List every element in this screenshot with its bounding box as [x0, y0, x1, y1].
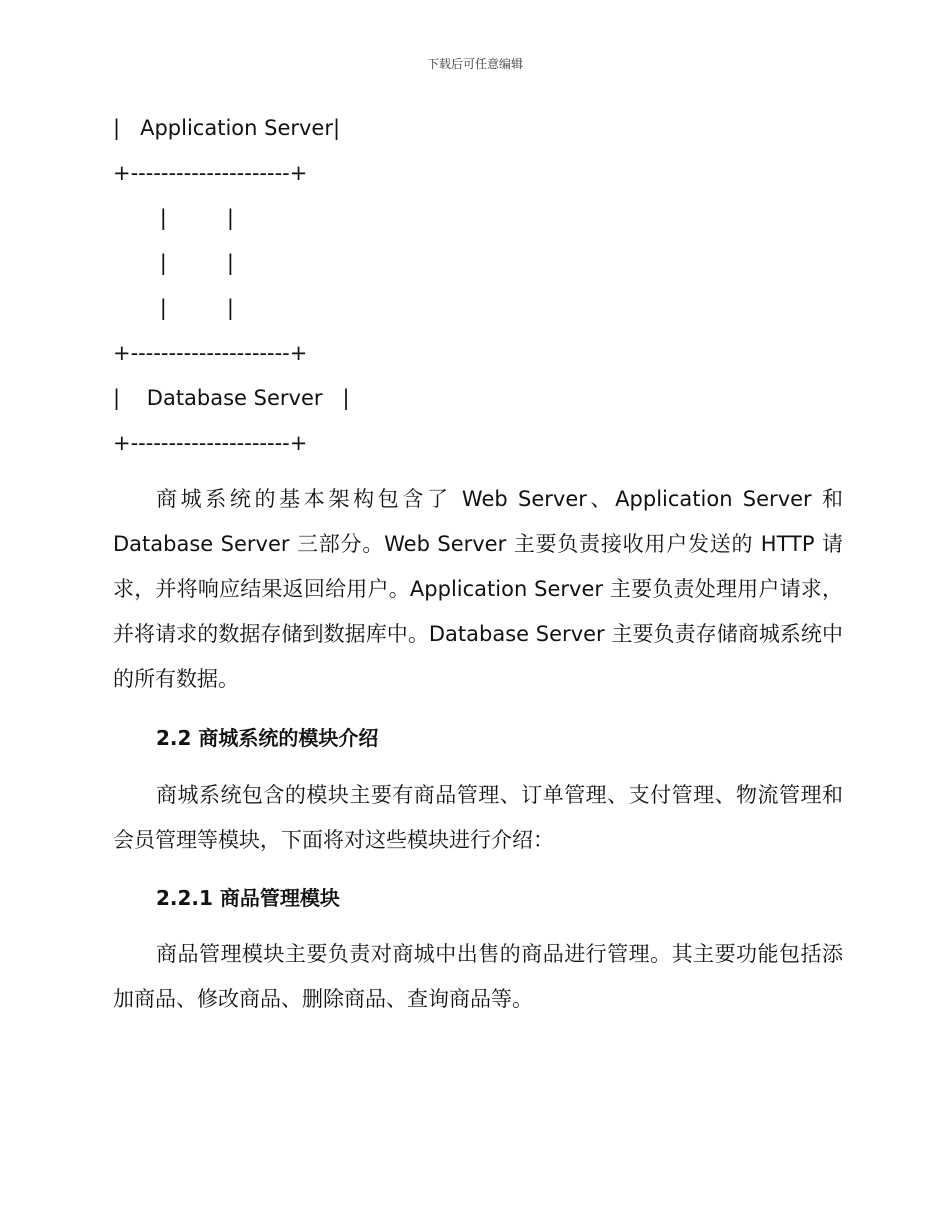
diagram-line-connector: | | [113, 296, 234, 320]
page-header: 下载后可任意编辑 [426, 57, 523, 71]
diagram-line-db-server: | Database Server | [113, 386, 350, 410]
diagram-line-border: +---------------------+ [113, 431, 308, 455]
paragraph-architecture: 商城系统的基本架构包含了 Web Server、Application Server 和 Database Server 三部分。Web Server 主要负责接收用户发送的 HTTP 请求，并将响应结果返回给用户。Application Server 主要负责处理用户请求，并将请求的数据存储到数据库中。Database Server 主要负责存储商城系统中的所有数据。 [113, 487, 843, 691]
section-heading-2-2: 2.2 商城系统的模块介绍 [156, 726, 379, 750]
paragraph-modules-intro: 商城系统包含的模块主要有商品管理、订单管理、支付管理、物流管理和会员管理等模块，下面将对这些模块进行介绍： [113, 783, 843, 852]
diagram-line-app-server: | Application Server| [113, 116, 341, 140]
diagram-line-border: +---------------------+ [113, 161, 308, 185]
diagram-line-connector: | | [113, 251, 234, 275]
section-heading-2-2-1: 2.2.1 商品管理模块 [156, 886, 340, 910]
diagram-line-connector: | | [113, 206, 234, 230]
paragraph-product-module: 商品管理模块主要负责对商城中出售的商品进行管理。其主要功能包括添加商品、修改商品、删除商品、查询商品等。 [113, 942, 843, 1011]
diagram-line-border: +---------------------+ [113, 341, 308, 365]
